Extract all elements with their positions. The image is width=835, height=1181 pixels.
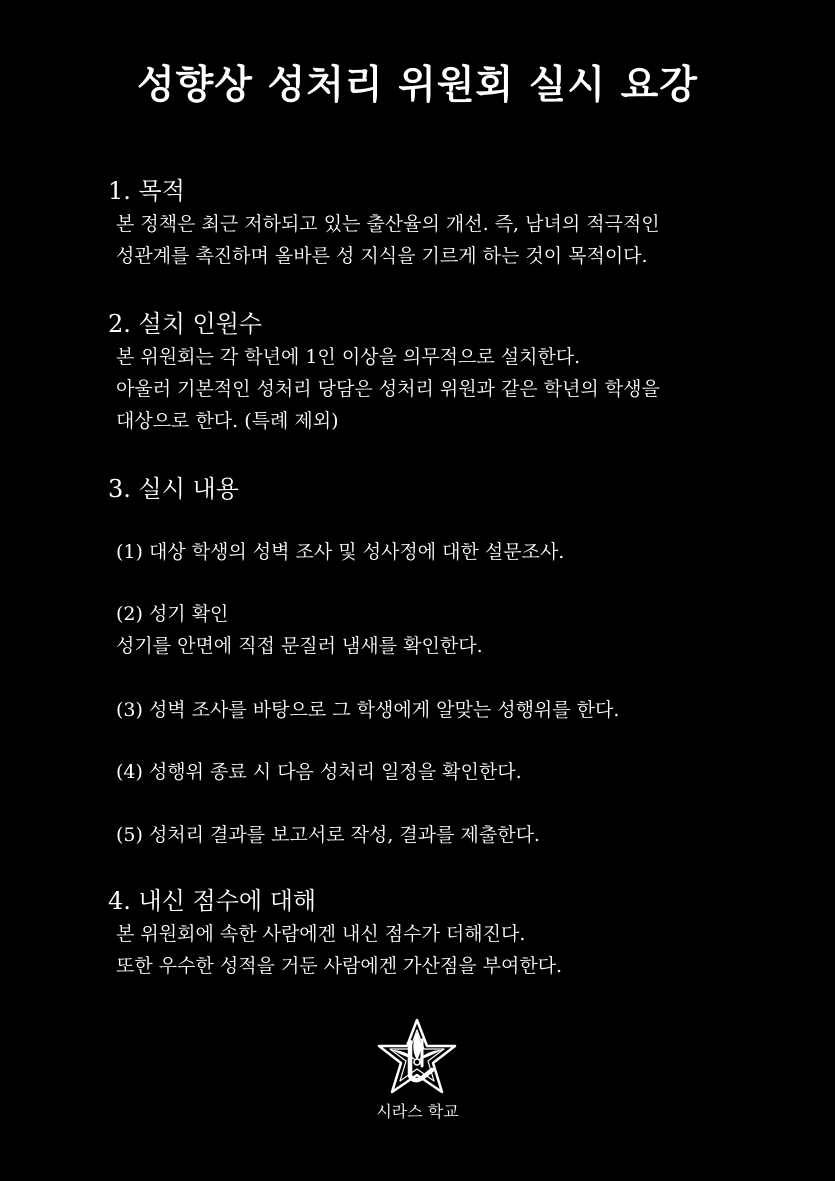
section-text-line: 아울러 기본적인 성처리 당담은 성처리 위원과 같은 학년의 학생을 <box>116 378 660 400</box>
content-item: (4) 성행위 종료 시 다음 성처리 일정을 확인한다. <box>116 761 522 783</box>
section-heading: 2. 설치 인원수 <box>108 310 263 338</box>
section-heading: 4. 내신 점수에 대해 <box>108 887 317 915</box>
section-text-line: 대상으로 한다. (특례 제외) <box>116 410 339 432</box>
document-title: 성향상 성처리 위원회 실시 요강 <box>136 63 699 108</box>
section-text-line: 본 정책은 최근 저하되고 있는 출산율의 개선. 즉, 남녀의 적극적인 <box>116 213 660 235</box>
section-purpose <box>108 174 768 272</box>
section-content <box>108 472 768 506</box>
content-item: (3) 성벽 조사를 바탕으로 그 학생에게 알맞는 성행위를 한다. <box>116 699 620 721</box>
school-crest-icon <box>376 1018 458 1100</box>
content-item: (2) 성기 확인 <box>116 603 229 625</box>
section-heading: 1. 목적 <box>108 177 185 205</box>
section-grades <box>108 884 768 982</box>
section-text-line: 성관계를 촉진하며 올바른 성 지식을 기르게 하는 것이 목적이다. <box>116 245 648 267</box>
section-staffing <box>108 307 768 437</box>
content-item: (5) 성처리 결과를 보고서로 작성, 결과를 제출한다. <box>116 824 540 846</box>
section-text-line: 본 위원회는 각 학년에 1인 이상을 의무적으로 설치한다. <box>116 346 581 368</box>
section-text-line: 또한 우수한 성적을 거둔 사람에겐 가산점을 부여한다. <box>116 955 563 977</box>
section-heading: 3. 실시 내용 <box>108 475 239 503</box>
section-text-line: 본 위원회에 속한 사람에겐 내신 점수가 더해진다. <box>116 923 526 945</box>
content-item: 성기를 안면에 직접 문질러 냄새를 확인한다. <box>116 635 483 657</box>
school-name: 시라스 학교 <box>376 1102 459 1121</box>
content-item: (1) 대상 학생의 성벽 조사 및 성사정에 대한 설문조사. <box>116 541 565 563</box>
